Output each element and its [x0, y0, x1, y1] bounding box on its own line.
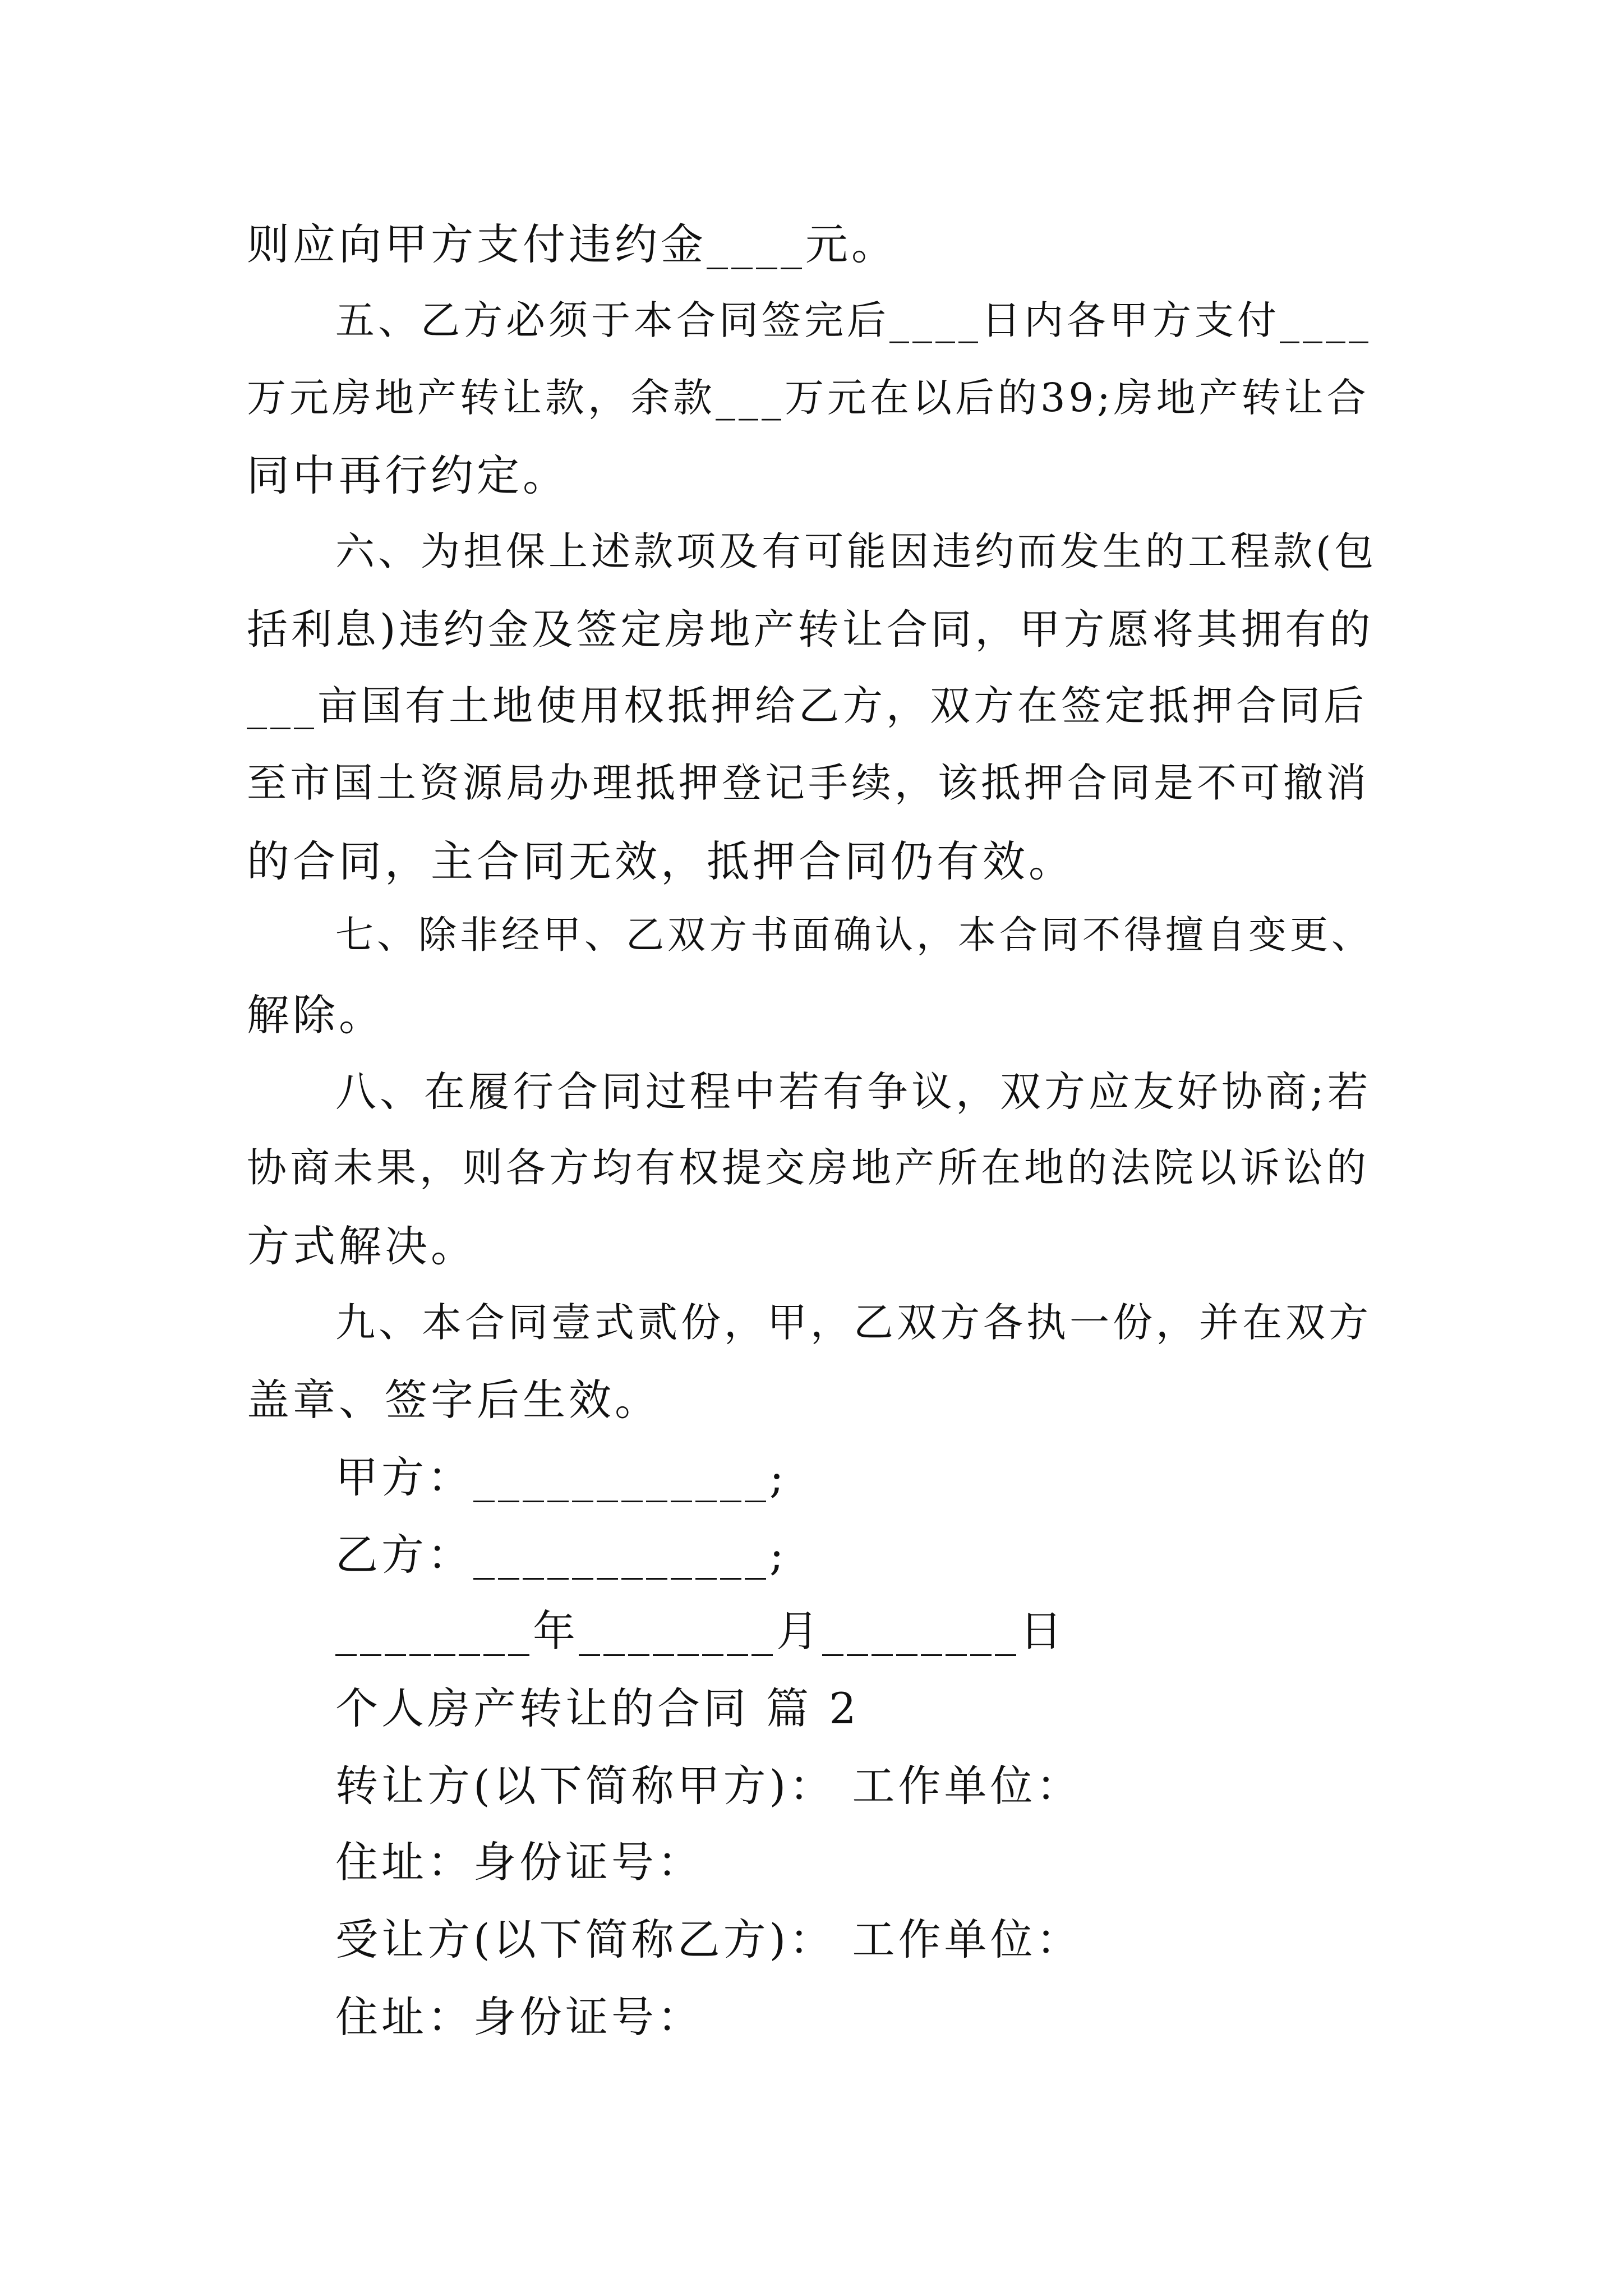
text-line: 五、乙方必须于本合同签完后____日内各甲方支付____ [335, 297, 1372, 343]
text-line: 万元房地产转让款，余款___万元在以后的39;房地产转让合 [247, 375, 1370, 421]
text-line: 盖章、签字后生效。 [247, 1375, 661, 1425]
text-line: 转让方(以下简称甲方)： 工作单位： [335, 1761, 1082, 1811]
text-line: 同中再行约定。 [247, 450, 569, 500]
date-line: ________年________月________日 [335, 1606, 1066, 1656]
text-line: 括利息)违约金及签定房地产转让合同，甲方愿将其拥有的 [247, 606, 1374, 654]
text-line: 的合同，主合同无效，抵押合同仍有效。 [247, 836, 1075, 886]
text-line: 方式解决。 [247, 1221, 477, 1271]
text-line: 住址：身份证号： [335, 1837, 703, 1887]
text-line: ___亩国有土地使用权抵押给乙方，双方在签定抵押合同后 [247, 682, 1368, 729]
section-heading: 个人房产转让的合同 篇 2 [335, 1683, 860, 1733]
signature-line-party-a: 甲方：____________; [335, 1452, 787, 1502]
text-line: 解除。 [247, 990, 385, 1040]
text-line: 七、除非经甲、乙双方书面确认，本合同不得擅自变更、 [335, 913, 1373, 958]
text-line: 则应向甲方支付违约金____元。 [247, 219, 897, 269]
text-line: 九、本合同壹式贰份，甲，乙双方各执一份，并在双方 [335, 1299, 1372, 1346]
text-line: 住址：身份证号： [335, 1992, 703, 2042]
signature-line-party-b: 乙方：____________; [335, 1530, 787, 1580]
text-line: 六、为担保上述款项及有可能因违约而发生的工程款(包 [335, 528, 1377, 574]
text-line: 八、在履行合同过程中若有争议，双方应友好协商;若 [335, 1068, 1372, 1116]
text-line: 受让方(以下简称乙方)： 工作单位： [335, 1915, 1082, 1964]
text-line: 至市国土资源局办理抵押登记手续，该抵押合同是不可撤消 [247, 760, 1370, 806]
text-line: 协商未果，则各方均有权提交房地产所在地的法院以诉讼的 [247, 1144, 1370, 1191]
